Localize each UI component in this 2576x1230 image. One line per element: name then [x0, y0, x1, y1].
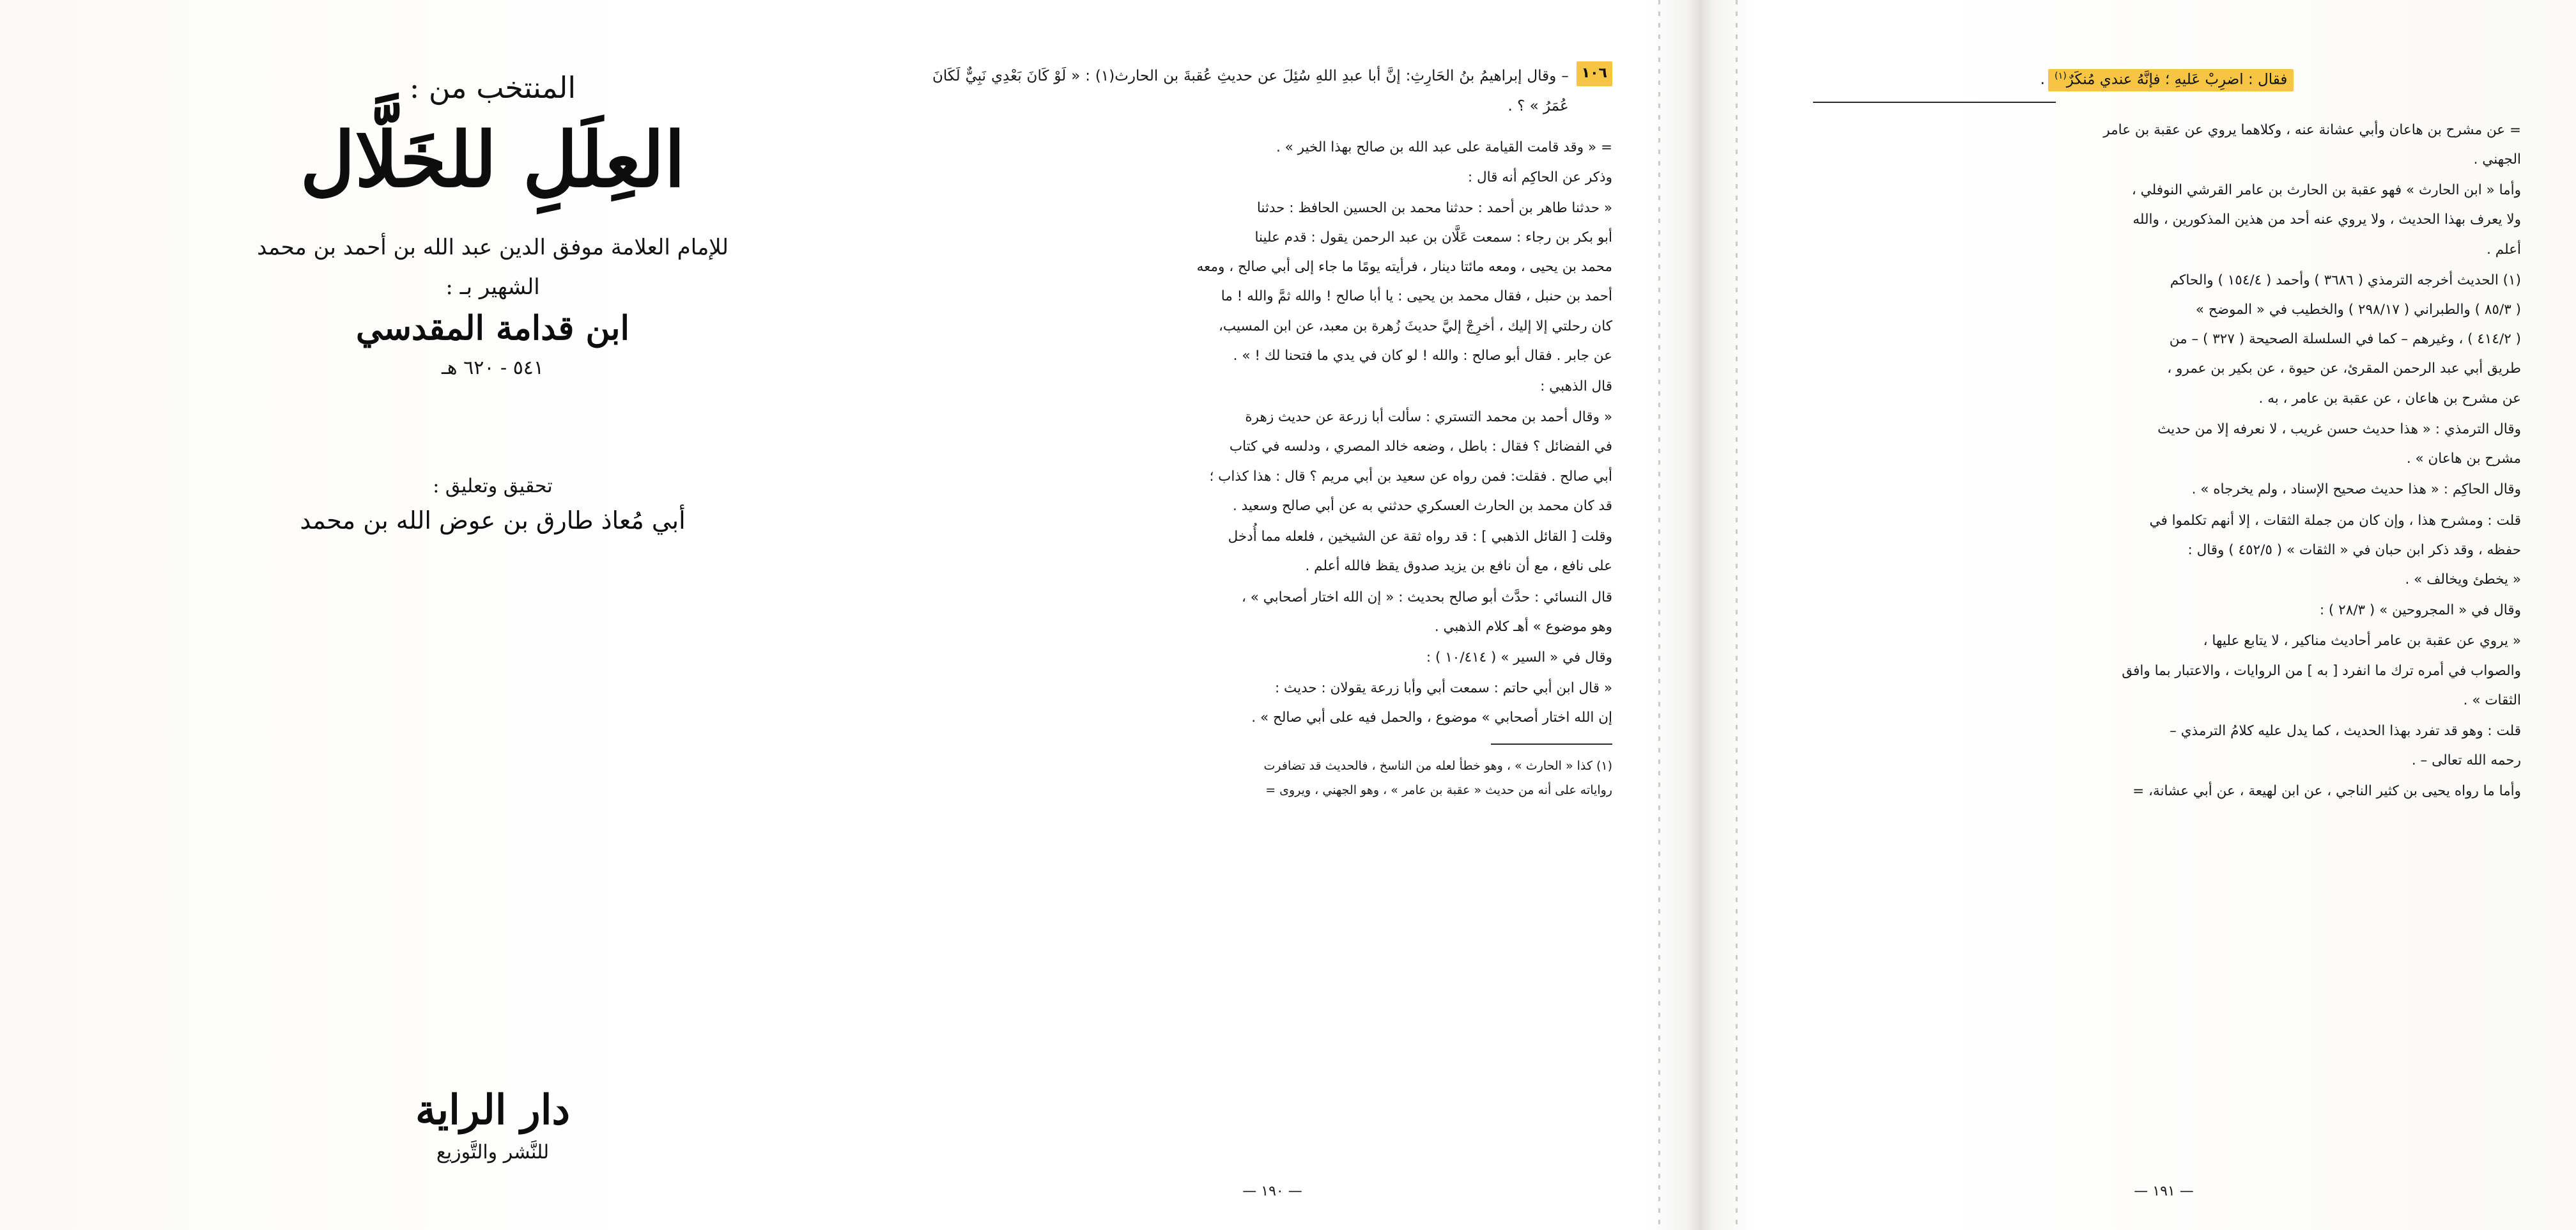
text-line: على نافع ، مع أن نافع بن يزيد صدوق يقظ فالله أعلم .	[1305, 558, 1612, 575]
page-190	[895, 0, 1649, 1230]
text-line: « قال ابن أبي حاتم : سمعت أبي وأبا زرعة يقولان : حديث :	[1274, 680, 1612, 697]
page-number-191: — ١٩١ —	[2134, 1183, 2194, 1199]
cover-editor-name: أبي مُعاذ طارق بن عوض الله بن محمد	[300, 506, 686, 535]
paragraph	[1813, 176, 2521, 265]
cover-known-as-label: الشهير بـ :	[445, 274, 540, 300]
paragraph	[932, 583, 1612, 642]
text-line: في الفضائل ؟ فقال : باطل ، وضعه خالد المصري ، ودلسه في كتاب	[1229, 439, 1612, 455]
text-line: وأما « ابن الحارث » فهو عقبة بن الحارث بن عامر القرشي النوفلي ،	[2131, 182, 2521, 199]
cover-top-line: المنتخب من :	[409, 70, 576, 105]
text-line: أبي صالح . فقلت: فمن رواه عن سعيد بن أبي مريم ؟ قال : هذا كذاب ؛	[1209, 468, 1612, 485]
text-line: وهو موضوع » أهـ كلام الذهبي .	[1434, 618, 1612, 635]
paragraph	[1813, 627, 2521, 715]
text-line: = « وقد قامت القيامة على عبد الله بن صالح بهذا الخير » .	[1276, 139, 1612, 156]
paragraph	[932, 643, 1612, 673]
page-number-190: — ١٩٠ —	[1242, 1183, 1302, 1199]
cover-title: العِلَلِ للخَلَّال	[300, 115, 686, 204]
text-line: وقال في « المجروحين » ( ٢٨/٣ ) :	[2319, 602, 2521, 619]
paragraph	[1813, 116, 2521, 175]
cover-author-name: ابن قدامة المقدسي	[356, 309, 629, 348]
text-line: عن مشرح بن هاعان ، عن عقبة بن عامر ، به .	[2258, 390, 2521, 407]
page-edge-dots-left	[1658, 0, 1660, 1230]
text-line: وقلت [ القائل الذهبي ] : قد رواه ثقة عن الشيخين ، فلعله مما أُدخل	[1228, 529, 1612, 545]
text-line: « حدثنا طاهر بن أحمد : حدثنا محمد بن الحسين الحافظ : حدثنا	[1256, 199, 1612, 216]
paragraph	[932, 522, 1612, 581]
paragraph	[1813, 475, 2521, 504]
highlighted-quote	[2048, 69, 2294, 91]
highlighted-quote-footnote-ref: (١)	[2055, 71, 2067, 81]
text-line: قلت : وهو قد تفرد بهذا الحديث ، كما يدل عليه كلامُ الترمذي –	[2170, 723, 2521, 740]
book-gutter	[1649, 0, 1752, 1230]
hadith-entry-number: ١٠٦	[1577, 61, 1612, 86]
hadith-entry-text: – وقال إبراهيمُ بنُ الحَارِثِ: إنَّ أبا عبدِ اللهِ سُئِلَ عن حديثِ عُقبةَ بن الحارث(١) : « لَوْ كَانَ بَعْدِي نَبِيٌّ لَكَانَ عُمَرُ » ؟ .	[932, 68, 1569, 115]
text-line: الثقات » .	[2463, 692, 2521, 708]
text-line: طريق أبي عبد الرحمن المقرئ، عن حيوة ، عن بكير بن عمرو ،	[2167, 361, 2521, 377]
page-190-body	[932, 133, 1612, 733]
paragraph	[1813, 717, 2521, 775]
paragraph	[932, 133, 1612, 192]
text-line: (١) كذا « الحارث » ، وهو خطأ لعله من الناسخ ، فالحديث قد تضافرت	[1263, 758, 1612, 773]
text-line: وأما ما رواه يحيى بن كثير الناجي ، عن ابن لهيعة ، عن أبي عشانة، =	[2133, 783, 2521, 800]
text-line: ( ٤١٤/٢ ) ، وغيرهم – كما في السلسلة الصحيحة ( ٣٢٧ ) – من	[2169, 331, 2521, 348]
text-line: قال النسائي : حدَّث أبو صالح بحديث : « إن الله اختار أصحابي » ،	[1241, 589, 1612, 605]
text-line: ( ٨٥/٣ ) والطبراني ( ٢٩٨/١٧ ) والخطيب في « الموضح »	[2195, 301, 2521, 318]
text-line: أحمد بن حنبل ، فقال محمد بن يحيى : يا أبا صالح ! والله ثمَّ والله ! ما	[1221, 288, 1612, 305]
text-line: = عن مشرح بن هاعان وأبي عشانة عنه ، وكلاهما يروي عن عقبة بن عامر	[2103, 121, 2521, 138]
text-line: أعلم .	[2487, 241, 2521, 258]
text-line: « وقال أحمد بن محمد التستري : سألت أبا زرعة عن حديث زهرة	[1245, 409, 1612, 426]
paragraph	[932, 403, 1612, 521]
page-190-text-column	[932, 61, 1612, 804]
paragraph	[1813, 506, 2521, 595]
text-line: رحمه الله تعالى – .	[2411, 752, 2521, 769]
text-line: حفظه ، وقد ذكر ابن حبان في « الثقات » ( ٤٥٢/٥ ) وقال :	[2187, 541, 2521, 558]
paragraph	[932, 674, 1612, 733]
page-191-text-column	[1813, 69, 2521, 808]
paragraph	[1813, 266, 2521, 414]
text-line: كان رحلتي إلا إليك ، أخرِجْ إليَّ حديثَ زُهرة بن معبد، عن ابن المسيب،	[1218, 318, 1612, 334]
text-line: قلت : ومشرح هذا ، وإن كان من جملة الثقات ، إلا أنهم تكلموا في	[2149, 512, 2521, 529]
text-line: الجهني .	[2473, 151, 2521, 167]
page-191-highlighted-quote-row	[1813, 69, 2521, 91]
page-191-body	[1813, 116, 2521, 807]
page-190-footnotes	[932, 754, 1612, 802]
text-line: والصواب في أمره ترك ما انفرد [ به ] من الروايات ، والاعتبار بما وافق	[2122, 662, 2521, 679]
cover-publisher-subtitle: للنَّشر والتَّوزيع	[436, 1141, 550, 1164]
highlighted-quote-tail: .	[2040, 71, 2045, 88]
highlighted-quote-text: فقال : اضرِبْ عَليهِ ؛ فإنَّهُ عندي مُنكَرٌ	[2066, 71, 2288, 88]
text-line: مشرح بن هاعان » .	[2406, 451, 2521, 467]
page-190-footnote-rule	[1491, 743, 1612, 745]
page-191	[1752, 0, 2576, 1230]
text-line: « يخطئ ويخالف » .	[2405, 571, 2521, 588]
cover-content	[90, 0, 895, 1230]
text-line: قد كان محمد بن الحارث العسكري حدثني به عن أبي صالح وسعيد .	[1233, 497, 1612, 514]
text-line: قال الذهبي :	[1540, 378, 1612, 395]
paragraph	[1813, 596, 2521, 625]
text-line: « يروي عن عقبة بن عامر أحاديث مناكير ، لا يتابع عليها ،	[2203, 633, 2521, 650]
page-191-footnote-rule	[1813, 102, 2056, 103]
cover-author-line: للإمام العلامة موفق الدين عبد الله بن أحمد بن محمد	[257, 234, 729, 260]
paragraph	[932, 194, 1612, 371]
text-line: وقال الترمذي : « هذا حديث حسن غريب ، لا نعرفه إلا من حديث	[2157, 421, 2521, 437]
outer-margin	[0, 0, 90, 1230]
cover-author-dates: ٥٤١ - ٦٢٠ هـ	[441, 357, 544, 380]
page-edge-dots-right	[1736, 0, 1738, 1230]
paragraph	[1813, 415, 2521, 474]
cover-editor-label: تحقيق وتعليق :	[433, 475, 553, 498]
book-cover-page	[90, 0, 895, 1230]
paragraph	[932, 372, 1612, 401]
text-line: ولا يعرف بهذا الحديث ، ولا يروي عنه أحد من هذين المذكورين ، والله	[2133, 212, 2521, 228]
text-line: (١) الحديث أخرجه الترمذي ( ٣٦٨٦ ) وأحمد ( ١٥٤/٤ ) والحاكم	[2170, 272, 2521, 288]
text-line: وقال في « السير » ( ١٠/٤١٤ ) :	[1426, 650, 1612, 666]
text-line: وذكر عن الحاكِم أنه قال :	[1467, 169, 1612, 185]
paragraph	[1813, 777, 2521, 806]
text-line: وقال الحاكِم : « هذا حديث صحيح الإسناد ، ولم يخرجاه » .	[2191, 481, 2521, 498]
text-line: محمد بن يحيى ، ومعه مائتا دينار ، فرأيته يومًا ما جاء إلى أبي صالح ، ومعه	[1196, 259, 1612, 276]
footnote	[932, 754, 1612, 802]
text-line: عن جابر . فقال أبو صالح : والله ! لو كان في يدي ما فتحنا لك ! » .	[1233, 347, 1612, 364]
cover-publisher-name: دار الراية	[415, 1086, 570, 1134]
text-line: رواياته على أنه من حديث « عقبة بن عامر » ، وهو الجهني ، ويروى =	[1265, 782, 1612, 797]
text-line: أبو بكر بن رجاء : سمعت عَلَّان بن عبد الرحمن يقول : قدم علينا	[1254, 229, 1612, 245]
hadith-entry-header	[932, 61, 1612, 121]
text-line: إن الله اختار أصحابي » موضوع ، والحمل فيه على أبي صالح » .	[1251, 710, 1612, 726]
